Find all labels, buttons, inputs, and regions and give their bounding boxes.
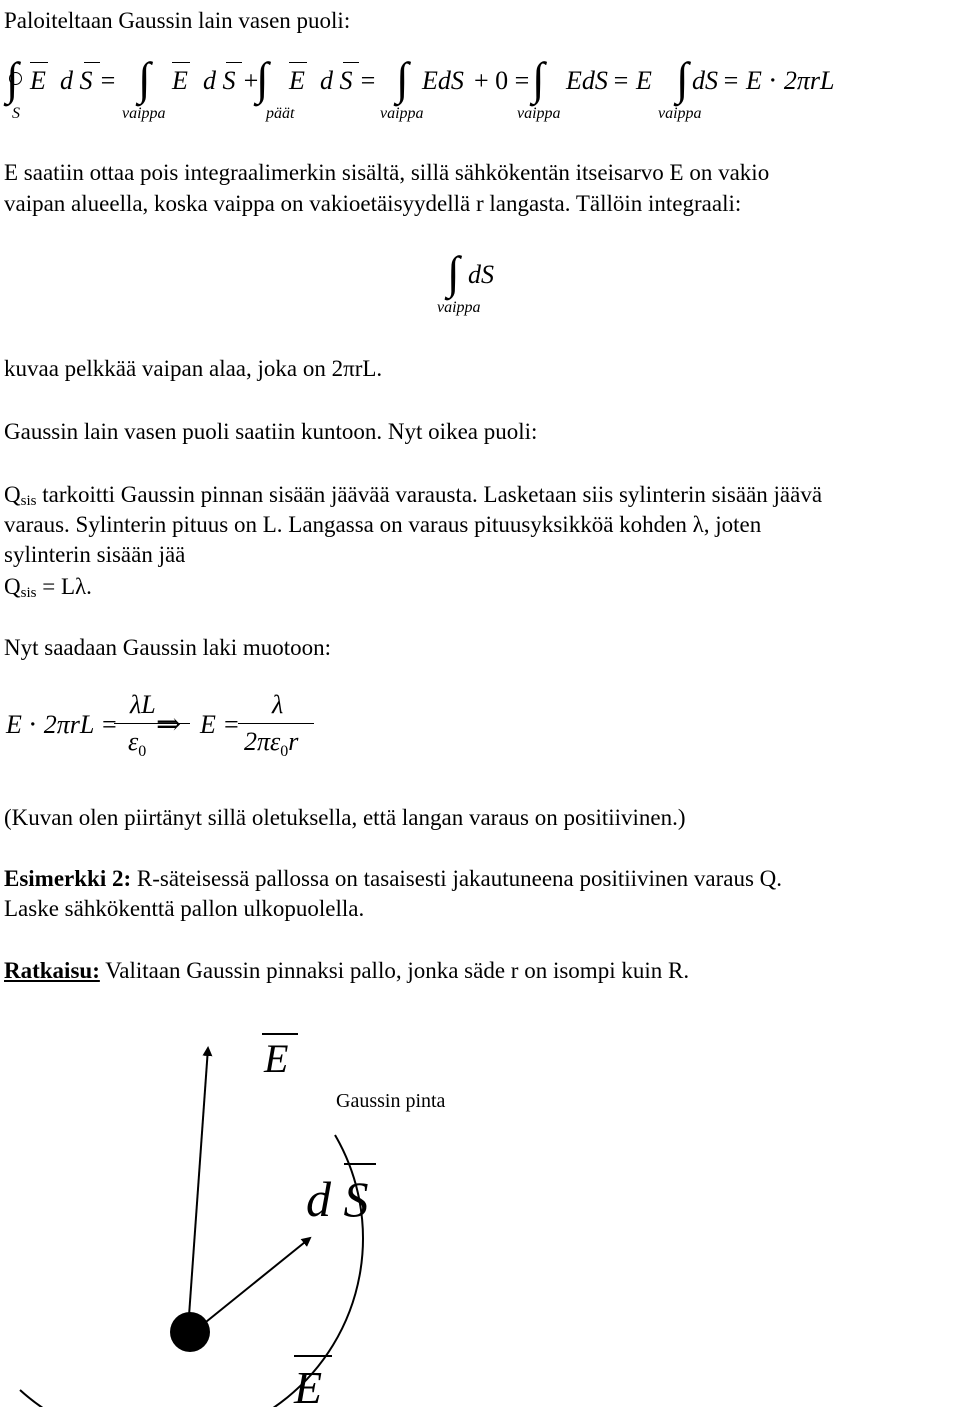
paragraph-line: sylinterin sisään jää xyxy=(4,542,186,567)
eq1-term5: EdS xyxy=(566,66,608,95)
integral-sign: ∫ xyxy=(532,53,545,104)
paragraph-line: E saatiin ottaa pois integraalimerkin sisältä, sillä sähkökentän itseisarvo E on vakio xyxy=(4,160,770,185)
example-label: Esimerkki 2: xyxy=(4,866,132,891)
eq1-sub-vaippa-3: vaippa xyxy=(517,105,561,122)
example-statement: Esimerkki 2: R-säteisessä pallossa on tasaisesti jakautuneena positiivinen varaus Q. xyxy=(4,866,783,891)
integral-sign: ∫ xyxy=(447,247,460,298)
eq3-num1: λL xyxy=(130,690,156,719)
paragraph-line: varaus. Sylinterin pituus on L. Langassa on varaus pituusyksikköä kohden λ, joten xyxy=(4,512,762,537)
integral-sign: ∫ xyxy=(396,53,409,104)
field-arrow-up xyxy=(188,1048,208,1330)
eq1-term1: E xyxy=(30,66,46,95)
paragraph-line: (Kuvan olen piirtänyt sillä oletuksella, että langan varaus on positiivinen.) xyxy=(4,805,686,830)
solution-label: Ratkaisu: xyxy=(4,958,100,983)
paragraph-line: Qsis = Lλ. xyxy=(4,574,92,601)
eq1-term3-ds: d S = xyxy=(320,66,377,95)
paragraph-line: kuvaa pelkkää vaipan alaa, joka on 2πrL. xyxy=(4,356,383,381)
gaussian-surface-label: Gaussin pinta xyxy=(336,1090,446,1112)
eq3-lhs: E ⋅ 2πrL = xyxy=(6,710,118,739)
contour-circle-icon xyxy=(9,72,22,85)
eq2-expr: dS xyxy=(468,260,494,289)
eq2-sub: vaippa xyxy=(437,299,481,316)
eq1-term5-eq: = E xyxy=(612,66,652,95)
paragraph-line: Qsis tarkoitti Gaussin pinnan sisään jäävää varausta. Lasketaan siis sylinterin sisään jäävä xyxy=(4,482,823,509)
eq3-e-eq: E = xyxy=(200,710,240,739)
eq1-sub-vaippa-2: vaippa xyxy=(380,105,424,122)
eq1-term3: E xyxy=(289,66,305,95)
eq3-num2: λ xyxy=(272,690,284,719)
eq1-term4: EdS xyxy=(422,66,464,95)
area-vector-label: d S xyxy=(306,1171,369,1227)
eq1-term1-ds: d S = xyxy=(60,66,117,95)
eq1-sub-paat: päät xyxy=(266,105,295,122)
contour-integral-sign: ∫ xyxy=(6,53,19,104)
solution-statement: Ratkaisu: Valitaan Gaussin pinnaksi pallo, jonka säde r on isompi kuin R. xyxy=(4,958,690,983)
paragraph-line: Nyt saadaan Gaussin laki muotoon: xyxy=(4,635,332,660)
integral-sign: ∫ xyxy=(256,53,269,104)
field-vector-label-bottom: E xyxy=(294,1362,323,1407)
gauss-sphere-figure xyxy=(0,1010,960,1407)
eq1-term2: E xyxy=(172,66,188,95)
integral-sign: ∫ xyxy=(676,53,689,104)
paragraph-line: Laske sähkökenttä pallon ulkopuolella. xyxy=(4,896,365,921)
paragraph-line: Gaussin lain vasen puoli saatiin kuntoon. Nyt oikea puoli: xyxy=(4,419,538,444)
charged-sphere xyxy=(170,1312,210,1352)
paragraph-line: vaipan alueella, koska vaippa on vakioetäisyydellä r langasta. Tällöin integraali: xyxy=(4,191,742,216)
eq1-term2-ds: d S + xyxy=(203,66,260,95)
field-vector-label-top: E xyxy=(264,1036,289,1081)
eq1-sub-vaippa-4: vaippa xyxy=(658,105,702,122)
intro-text: Paloiteltaan Gaussin lain vasen puoli: xyxy=(4,8,351,33)
eq1-term6: dS xyxy=(692,66,718,95)
eq3-den2: $2\pi\varepsilon_0r$ xyxy=(244,727,299,760)
field-arrow-right xyxy=(196,1238,310,1330)
implies-icon: ⇒ xyxy=(156,708,182,741)
eq1-sub-vaippa-1: vaippa xyxy=(122,105,166,122)
integral-sign: ∫ xyxy=(138,53,151,104)
eq1-term4-plus: + 0 = xyxy=(474,66,530,95)
eq1-sub-s: S xyxy=(12,105,20,122)
eq1-term6-result: = E ⋅ 2πrL xyxy=(722,66,835,95)
eq3-den1: $\varepsilon_0$ xyxy=(128,727,147,760)
